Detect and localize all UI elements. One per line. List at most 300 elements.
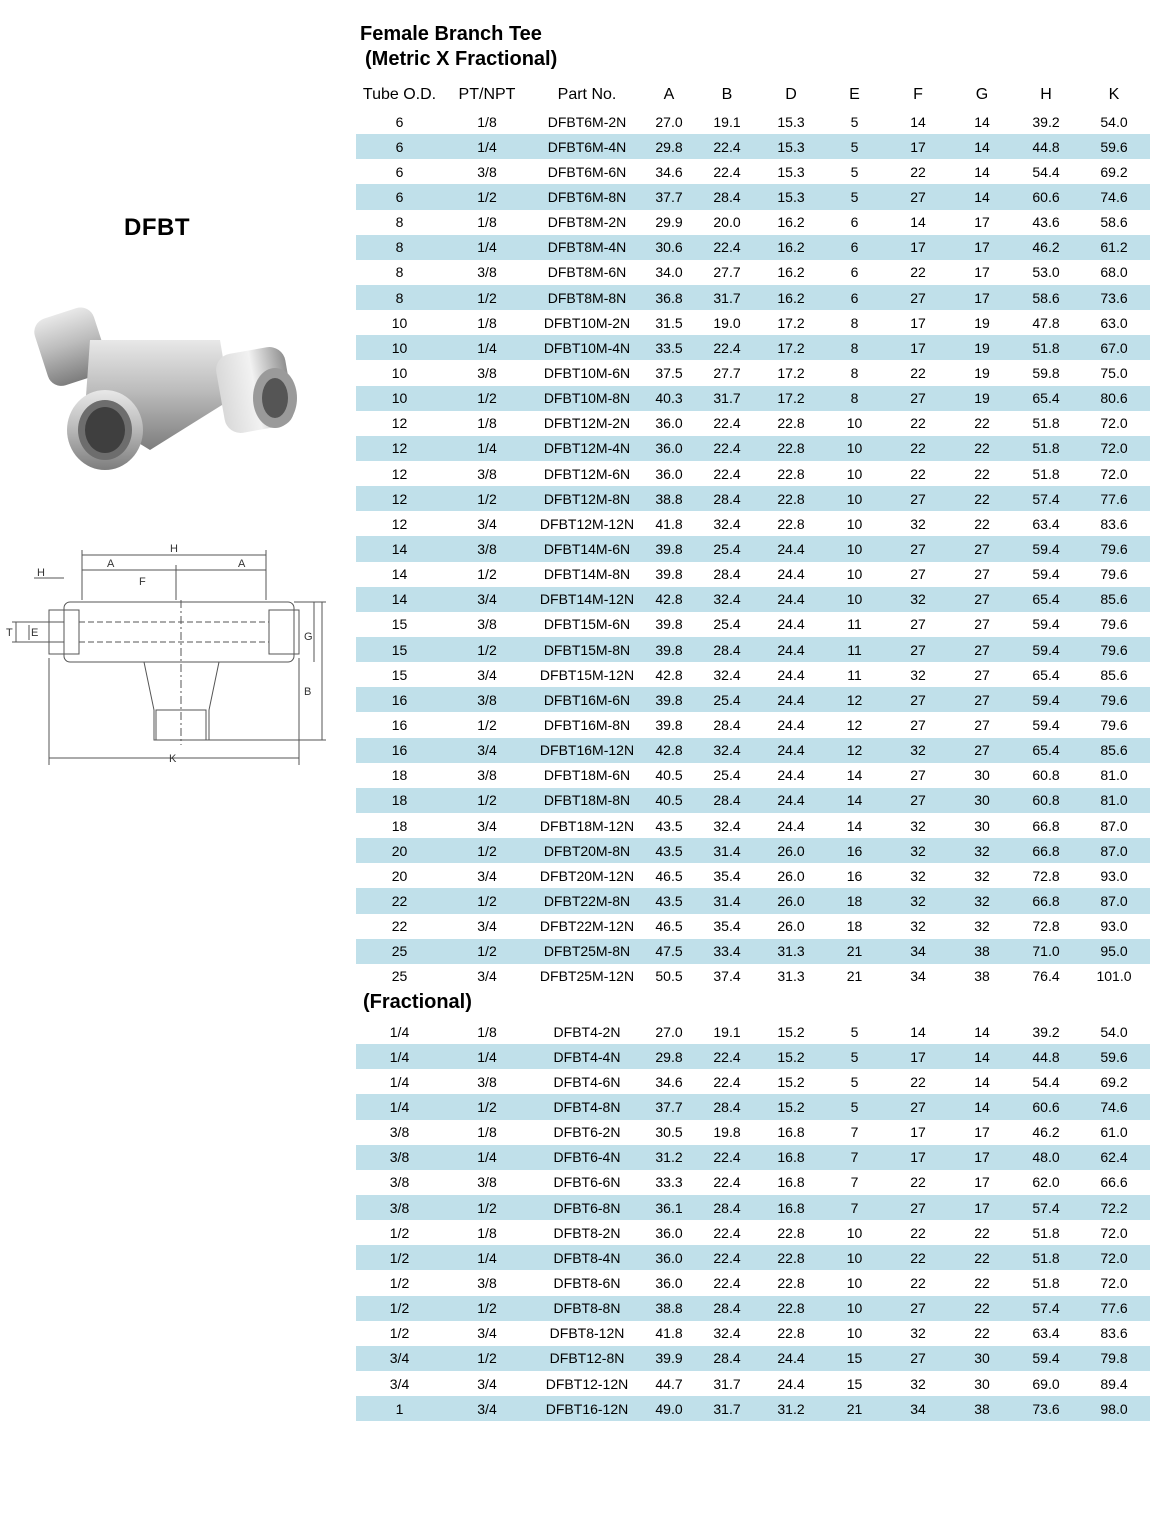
table-cell: 73.6 (1014, 1396, 1078, 1421)
table-cell: 38.8 (643, 1296, 695, 1321)
table-cell: 58.6 (1014, 285, 1078, 310)
table-cell: DFBT4-6N (553, 1073, 621, 1090)
table-cell: 1/2 (443, 1296, 531, 1321)
table-cell: 27 (886, 486, 950, 511)
table-cell: 6 (823, 285, 886, 310)
table-cell: 1/2 (477, 566, 497, 583)
table-cell: 72.0 (1100, 1224, 1128, 1241)
table-cell: DFBT15M-6N (543, 616, 631, 633)
table-cell: 22 (910, 264, 926, 281)
table-cell: 59.6 (1078, 134, 1150, 159)
table-cell: 3/8 (389, 1174, 410, 1191)
table-cell: 17 (950, 1145, 1014, 1170)
table-row (356, 1296, 1150, 1321)
table-row (356, 411, 1150, 436)
table-cell: 17 (886, 335, 950, 360)
table-cell: DFBT22M-8N (531, 888, 643, 913)
table-cell: 1/8 (477, 214, 497, 231)
table-cell: 6 (356, 184, 443, 209)
table-cell: 19.1 (713, 1023, 741, 1040)
table-cell: 14 (846, 817, 863, 834)
table-cell: 1/8 (477, 1023, 497, 1040)
table-cell: 27 (950, 687, 1014, 712)
table-cell: DFBT6-4N (531, 1145, 643, 1170)
table-row (356, 1321, 1150, 1346)
table-cell: 12 (391, 465, 408, 482)
table-cell: 72.8 (1032, 867, 1060, 884)
table-cell: 32 (974, 918, 990, 935)
table-cell: 51.8 (1032, 415, 1060, 432)
table-cell: 3/8 (389, 1124, 410, 1141)
table-cell: DFBT8-2N (553, 1224, 621, 1241)
table-cell: 8 (823, 335, 886, 360)
table-cell: 1/4 (356, 1044, 443, 1069)
table-cell: DFBT16-12N (531, 1396, 643, 1421)
table-cell: 19 (974, 314, 990, 331)
table-cell: 22 (974, 515, 990, 532)
table-cell: 15.3 (759, 184, 823, 209)
table-cell: 16 (356, 687, 443, 712)
table-cell: DFBT14M-12N (531, 587, 643, 612)
table-cell: 1/4 (443, 1145, 531, 1170)
table-cell: 1/2 (389, 1224, 410, 1241)
table-cell: 16 (823, 838, 886, 863)
table-cell: 29.9 (655, 214, 683, 231)
table-cell: 1/2 (389, 1325, 410, 1342)
table-cell: 60.6 (1014, 184, 1078, 209)
table-cell: 27 (886, 536, 950, 561)
table-cell: 34 (886, 1396, 950, 1421)
table-cell: 6 (823, 235, 886, 260)
table-cell: 28.4 (695, 1094, 759, 1119)
table-cell: 31.3 (777, 968, 805, 985)
table-cell: 14 (846, 767, 863, 784)
table-row (356, 134, 1150, 159)
table-row (356, 184, 1150, 209)
table-row (356, 210, 1150, 235)
table-cell: 3/4 (477, 1375, 497, 1392)
table-cell: 22.8 (759, 486, 823, 511)
table-cell: 35.4 (713, 867, 741, 884)
table-row (356, 1170, 1150, 1195)
table-cell: 98.0 (1078, 1396, 1150, 1421)
table-cell: 17 (950, 285, 1014, 310)
table-cell: 87.0 (1078, 888, 1150, 913)
table-cell: 29.8 (643, 1044, 695, 1069)
product-photo-image (30, 300, 305, 480)
table-row (356, 436, 1150, 461)
table-cell: 51.8 (1032, 465, 1060, 482)
fractional-table-body (356, 1019, 1150, 1421)
table-cell: 28.4 (695, 184, 759, 209)
table-cell: 20 (356, 838, 443, 863)
table-cell: 1/4 (356, 1094, 443, 1119)
table-cell: 79.6 (1100, 616, 1128, 633)
table-cell: 1/2 (356, 1245, 443, 1270)
table-cell: 16.2 (759, 235, 823, 260)
table-cell: 6 (395, 163, 404, 180)
table-cell: 87.0 (1100, 817, 1128, 834)
table-cell: 29.8 (643, 134, 695, 159)
table-cell: 39.2 (1032, 1023, 1060, 1040)
table-cell: 47.5 (643, 939, 695, 964)
table-cell: 22 (950, 1296, 1014, 1321)
table-cell: 14 (356, 536, 443, 561)
table-cell: 28.4 (713, 566, 741, 583)
table-cell: 59.6 (1078, 1044, 1150, 1069)
table-cell: DFBT6M-4N (531, 134, 643, 159)
table-cell: 27 (950, 536, 1014, 561)
table-cell: 17 (950, 1195, 1014, 1220)
table-cell: 22 (910, 465, 926, 482)
table-cell: 17 (886, 235, 950, 260)
table-cell: 79.8 (1078, 1346, 1150, 1371)
table-cell: DFBT16M-12N (531, 738, 643, 763)
table-row (356, 888, 1150, 913)
table-cell: 57.4 (1014, 1195, 1078, 1220)
table-cell: 81.0 (1100, 767, 1128, 784)
table-cell: 22.4 (695, 134, 759, 159)
table-cell: 24.4 (759, 587, 823, 612)
table-cell: 19 (950, 386, 1014, 411)
dim-label-h: H (170, 543, 178, 555)
table-cell: 19 (974, 364, 990, 381)
table-cell: 22 (910, 1174, 926, 1191)
table-cell: 12 (391, 415, 408, 432)
table-cell: DFBT8-12N (549, 1325, 625, 1342)
table-cell: DFBT22M-12N (539, 918, 635, 935)
table-cell: 8 (823, 386, 886, 411)
table-cell: 15.2 (777, 1023, 805, 1040)
table-cell: 18 (846, 918, 863, 935)
table-cell: 42.8 (655, 666, 683, 683)
table-cell: 54.4 (1032, 1073, 1060, 1090)
table-cell: 22 (356, 888, 443, 913)
table-cell: 1/2 (443, 788, 531, 813)
table-cell: 24.4 (759, 687, 823, 712)
table-cell: 1/2 (443, 184, 531, 209)
table-cell: 22.4 (695, 436, 759, 461)
table-cell: DFBT18M-6N (543, 767, 631, 784)
table-cell: 16.8 (759, 1145, 823, 1170)
table-cell: DFBT10M-6N (543, 364, 631, 381)
table-row (356, 511, 1150, 536)
table-cell: 89.4 (1100, 1375, 1128, 1392)
table-cell: 22.8 (759, 1245, 823, 1270)
table-cell: 77.6 (1078, 486, 1150, 511)
table-cell: 22 (950, 436, 1014, 461)
page-subtitle: (Metric X Fractional) (365, 48, 558, 70)
table-cell: 27 (950, 637, 1014, 662)
table-row (356, 788, 1150, 813)
table-cell: 1/4 (443, 134, 531, 159)
table-cell: 22.8 (777, 415, 805, 432)
table-cell: 17 (910, 314, 926, 331)
table-cell: 27.7 (713, 364, 741, 381)
table-cell: 38.8 (643, 486, 695, 511)
table-cell: 5 (850, 1073, 859, 1090)
table-cell: 54.0 (1100, 1023, 1128, 1040)
table-cell: DFBT12M-8N (531, 486, 643, 511)
table-cell: 3/4 (356, 1346, 443, 1371)
table-cell: 36.0 (655, 1224, 683, 1241)
table-cell: 59.4 (1014, 687, 1078, 712)
table-cell: 12 (356, 486, 443, 511)
table-cell: 32 (910, 817, 926, 834)
table-cell: 61.2 (1078, 235, 1150, 260)
table-cell: 42.8 (643, 738, 695, 763)
table-cell: 26.0 (759, 888, 823, 913)
model-code: DFBT (124, 214, 190, 241)
column-header: G (975, 86, 989, 103)
table-cell: 1/2 (389, 1274, 410, 1291)
table-cell: 10 (356, 386, 443, 411)
table-cell: 27 (974, 666, 990, 683)
table-cell: 39.8 (655, 616, 683, 633)
table-cell: DFBT4-4N (531, 1044, 643, 1069)
table-cell: 37.5 (655, 364, 683, 381)
table-cell: 22.8 (777, 465, 805, 482)
table-row (356, 1195, 1150, 1220)
table-row (356, 1245, 1150, 1270)
table-cell: 79.6 (1078, 536, 1150, 561)
table-cell: 30.5 (655, 1124, 683, 1141)
table-cell: 6 (395, 113, 404, 130)
table-cell: 22.4 (713, 1224, 741, 1241)
table-cell: 74.6 (1078, 1094, 1150, 1119)
table-cell: 51.8 (1014, 335, 1078, 360)
table-cell: 28.4 (713, 716, 741, 733)
table-cell: 22.4 (713, 163, 741, 180)
table-cell: 22 (950, 1245, 1014, 1270)
table-cell: 43.5 (643, 838, 695, 863)
page-title: Female Branch Tee (360, 23, 542, 45)
table-cell: 11 (823, 637, 886, 662)
table-cell: 7 (823, 1195, 886, 1220)
table-cell: 22 (391, 918, 408, 935)
table-cell: 46.5 (655, 867, 683, 884)
table-cell: 27 (974, 616, 990, 633)
table-cell: DFBT6-6N (553, 1174, 621, 1191)
table-cell: 59.4 (1032, 716, 1060, 733)
metric-spec-table (356, 81, 1150, 989)
table-cell: 32.4 (713, 1325, 741, 1342)
table-cell: 36.1 (643, 1195, 695, 1220)
table-cell: 6 (850, 264, 859, 281)
table-cell: 66.8 (1032, 817, 1060, 834)
table-cell: 31.3 (759, 939, 823, 964)
table-cell: DFBT15M-12N (539, 666, 635, 683)
table-cell: 15.3 (777, 163, 805, 180)
table-cell: 12 (391, 515, 408, 532)
table-cell: 5 (823, 184, 886, 209)
table-cell: 62.0 (1032, 1174, 1060, 1191)
table-cell: 27 (886, 285, 950, 310)
table-cell: 14 (391, 566, 408, 583)
table-cell: 24.4 (777, 616, 805, 633)
table-cell: 31.5 (655, 314, 683, 331)
table-row (356, 260, 1150, 285)
table-row (356, 285, 1150, 310)
table-cell: DFBT8-6N (553, 1274, 621, 1291)
table-cell: 22 (910, 163, 926, 180)
table-cell: 3/4 (443, 738, 531, 763)
table-row (356, 562, 1150, 587)
table-cell: DFBT14M-8N (543, 566, 631, 583)
table-cell: 18 (356, 788, 443, 813)
table-cell: 1/8 (477, 1124, 497, 1141)
table-cell: 3/4 (389, 1375, 410, 1392)
table-row (356, 612, 1150, 637)
table-cell: 32.4 (695, 587, 759, 612)
column-header: B (721, 86, 733, 103)
table-cell: 32 (910, 515, 926, 532)
table-cell: 7 (823, 1145, 886, 1170)
table-cell: 22.8 (777, 1325, 805, 1342)
table-cell: 39.8 (643, 536, 695, 561)
dim-label-a-right: A (238, 558, 246, 570)
table-cell: 95.0 (1078, 939, 1150, 964)
table-row (356, 712, 1150, 737)
table-cell: 17 (974, 264, 990, 281)
table-cell: 1/8 (477, 1224, 497, 1241)
table-cell: 17 (974, 1174, 990, 1191)
table-cell: 39.8 (643, 637, 695, 662)
table-cell: 10 (846, 415, 863, 432)
table-cell: DFBT18M-12N (539, 817, 635, 834)
table-cell: 12 (846, 716, 863, 733)
dim-label-t: T (6, 627, 13, 639)
table-cell: 40.5 (643, 788, 695, 813)
table-cell: 10 (823, 436, 886, 461)
table-row (356, 1396, 1150, 1421)
table-cell: 10 (356, 335, 443, 360)
table-cell: 17 (950, 235, 1014, 260)
table-cell: 24.4 (777, 817, 805, 834)
table-cell: 27 (886, 788, 950, 813)
table-cell: 16 (846, 867, 863, 884)
table-cell: 76.4 (1032, 968, 1060, 985)
table-cell: 67.0 (1078, 335, 1150, 360)
table-cell: 32 (886, 738, 950, 763)
table-cell: 15 (391, 666, 408, 683)
table-cell: 73.6 (1078, 285, 1150, 310)
table-cell: 25.4 (695, 687, 759, 712)
table-cell: 27 (886, 687, 950, 712)
table-cell: 27 (910, 566, 926, 583)
table-cell: 14 (950, 1094, 1014, 1119)
table-cell: 3/8 (356, 1195, 443, 1220)
table-row (356, 1069, 1150, 1094)
table-cell: 28.4 (695, 788, 759, 813)
table-cell: 1/8 (477, 314, 497, 331)
table-cell: 72.0 (1078, 436, 1150, 461)
table-cell: 17 (886, 134, 950, 159)
table-cell: 32 (886, 838, 950, 863)
table-cell: 15.2 (759, 1044, 823, 1069)
table-cell: DFBT8M-2N (547, 214, 627, 231)
table-cell: 32.4 (713, 666, 741, 683)
table-cell: 14 (950, 1044, 1014, 1069)
table-cell: 28.4 (695, 486, 759, 511)
table-cell: 22 (910, 1073, 926, 1090)
table-cell: 28.4 (695, 637, 759, 662)
table-cell: 60.6 (1014, 1094, 1078, 1119)
table-cell: 25.4 (713, 616, 741, 633)
table-cell: 38 (974, 968, 990, 985)
table-cell: DFBT4-8N (531, 1094, 643, 1119)
table-cell: 43.5 (643, 888, 695, 913)
table-cell: 59.4 (1014, 637, 1078, 662)
table-cell: 6 (356, 134, 443, 159)
table-cell: 22.4 (713, 1274, 741, 1291)
table-cell: 15 (391, 616, 408, 633)
table-cell: 54.0 (1100, 113, 1128, 130)
table-cell: DFBT10M-4N (531, 335, 643, 360)
table-cell: 26.0 (777, 918, 805, 935)
table-cell: DFBT6M-6N (547, 163, 627, 180)
table-cell: DFBT12-8N (531, 1346, 643, 1371)
dim-label-b: B (304, 686, 312, 698)
table-cell: 34.0 (655, 264, 683, 281)
table-cell: 31.7 (695, 1396, 759, 1421)
table-cell: 81.0 (1078, 788, 1150, 813)
table-cell: 59.4 (1032, 616, 1060, 633)
table-cell: 18 (391, 767, 408, 784)
table-cell: 16.8 (759, 1195, 823, 1220)
table-cell: 39.9 (643, 1346, 695, 1371)
table-cell: 85.6 (1100, 666, 1128, 683)
table-cell: 5 (850, 1023, 859, 1040)
table-cell: 30 (974, 1375, 990, 1392)
table-cell: 41.8 (655, 1325, 683, 1342)
table-cell: 3/8 (477, 465, 497, 482)
table-cell: 101.0 (1096, 968, 1132, 985)
table-cell: 5 (823, 1044, 886, 1069)
table-cell: 22.8 (759, 436, 823, 461)
table-cell: 27 (950, 738, 1014, 763)
table-cell: DFBT20M-8N (531, 838, 643, 863)
table-row (356, 1346, 1150, 1371)
table-cell: 10 (846, 515, 863, 532)
table-cell: 22 (950, 486, 1014, 511)
table-cell: 87.0 (1078, 838, 1150, 863)
table-cell: 16 (391, 716, 408, 733)
table-cell: 24.4 (777, 767, 805, 784)
table-cell: 3/4 (443, 1396, 531, 1421)
table-cell: 12 (823, 738, 886, 763)
table-cell: 32 (910, 918, 926, 935)
table-cell: 25 (356, 939, 443, 964)
table-row (356, 536, 1150, 561)
table-cell: 22 (910, 364, 926, 381)
table-cell: 32 (910, 1375, 926, 1392)
table-cell: 14 (974, 1023, 990, 1040)
table-cell: 21 (823, 1396, 886, 1421)
table-cell: 34.6 (655, 163, 683, 180)
table-row (356, 109, 1150, 134)
table-cell: 1/2 (443, 285, 531, 310)
table-cell: 1/2 (443, 637, 531, 662)
table-row (356, 964, 1150, 989)
table-cell: 17.2 (759, 386, 823, 411)
table-cell: 10 (823, 536, 886, 561)
table-cell: 22 (974, 415, 990, 432)
table-cell: 79.6 (1078, 637, 1150, 662)
table-cell: 18 (823, 888, 886, 913)
table-cell: 32 (910, 867, 926, 884)
table-cell: 19 (950, 335, 1014, 360)
